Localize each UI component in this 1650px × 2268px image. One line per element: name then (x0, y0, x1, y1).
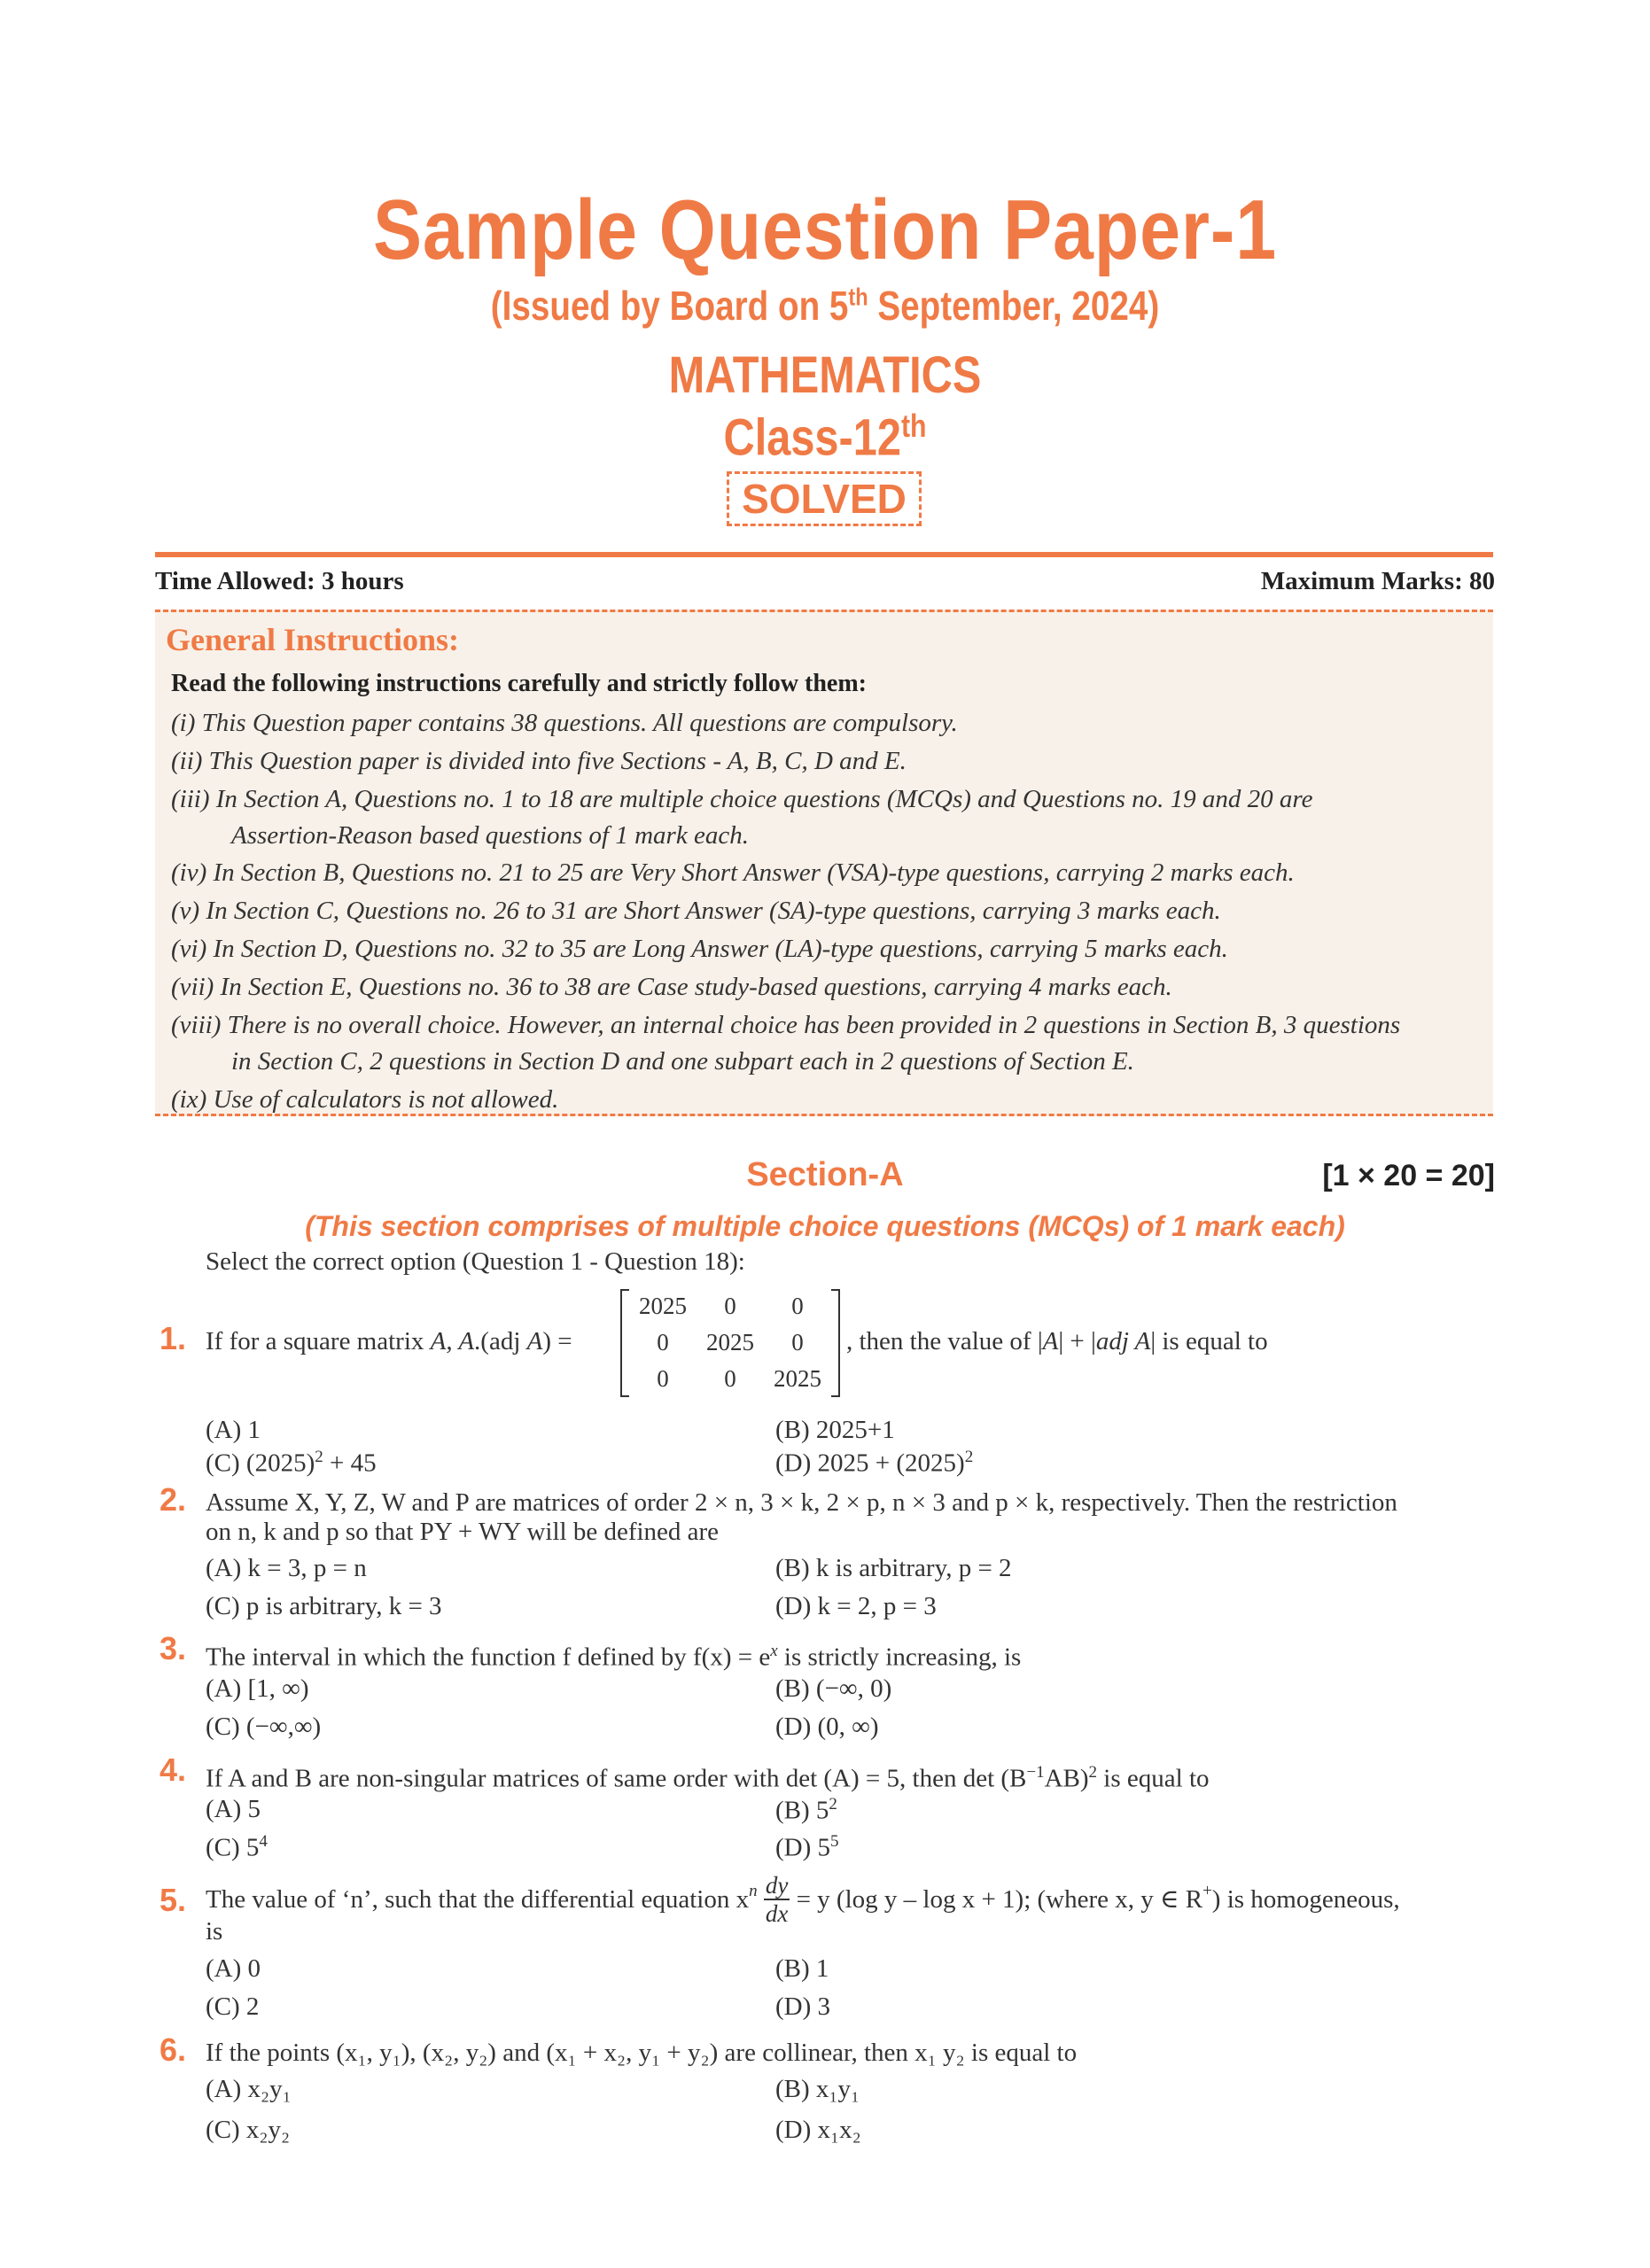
solved-badge: SOLVED (727, 471, 922, 526)
section-marks: [1 × 20 = 20] (1322, 1159, 1495, 1192)
option-b: (B) $5^2$ (775, 1795, 837, 1825)
fraction-dy-dx: $\frac{dy}{dx}$ (765, 1872, 789, 1927)
matrix-cell: 0 (657, 1329, 669, 1355)
instructions-heading: General Instructions: (166, 622, 459, 657)
header-divider (155, 552, 1493, 557)
option-b: (B) (−∞, 0) (775, 1674, 892, 1703)
instruction-item-continued: in Section C, 2 questions in Section D and one subpart each in 2 questions of Section E. (231, 1047, 1134, 1076)
subject-title: MATHEMATICS (668, 346, 982, 404)
general-instructions-box (155, 610, 1493, 1116)
instruction-item: (iv) In Section B, Questions no. 21 to 25 are Very Short Answer (VSA)-type questions, carrying 2 marks each. (171, 858, 1295, 887)
option-a: (A) 0 (206, 1954, 261, 1983)
question-text: If A and B are non-singular matrices of same order with det (A) = 5, then $\det (B^{-1}AB)^2$ is equal to (206, 1763, 1210, 1793)
instruction-item: (viii) There is no overall choice. However, an internal choice has been provided in 2 questions in Section B, 3 questions (171, 1011, 1401, 1039)
option-c: (C) p is arbitrary, k = 3 (206, 1592, 442, 1620)
instruction-item: (v) In Section C, Questions no. 26 to 31 are Short Answer (SA)-type questions, carrying 3 marks each. (171, 897, 1221, 925)
instruction-item: (iii) In Section A, Questions no. 1 to 18 are multiple choice questions (MCQs) and Questions no. 19 and 20 are (171, 785, 1313, 813)
instruction-item: (i) This Question paper contains 38 questions. All questions are compulsory. (171, 709, 958, 737)
option-a: (A) k = 3, p = n (206, 1554, 367, 1582)
option-d: (D) $2025 + (2025)^2$ (775, 1448, 974, 1478)
matrix-cell: 2025 (639, 1293, 687, 1319)
option-c: (C) x₂y₂ (206, 2116, 291, 2144)
matrix-cell: 0 (657, 1365, 669, 1392)
maximum-marks: Maximum Marks: 80 (1260, 567, 1495, 595)
option-a: (A) 5 (206, 1795, 261, 1823)
issued-date: (Issued by Board on 5th September, 2024) (490, 283, 1160, 329)
question-number: 1. (160, 1320, 187, 1356)
question-text-tail: , then the value of |A| + |adj A| is equal to (846, 1327, 1268, 1355)
option-b: (B) 1 (775, 1954, 829, 1983)
option-c: (C) (−∞,∞) (206, 1713, 322, 1741)
select-instruction: Select the correct option (Question 1 - Question 18): (206, 1247, 745, 1276)
option-a: (A) [1, ∞) (206, 1674, 309, 1703)
option-b: (B) x₁y₁ (775, 2075, 860, 2103)
instruction-item: (vii) In Section E, Questions no. 36 to 38 are Case study-based questions, carrying 4 marks each. (171, 973, 1172, 1001)
option-b: (B) k is arbitrary, p = 2 (775, 1554, 1012, 1582)
instruction-item: (ii) This Question paper is divided into five Sections - A, B, C, D and E. (171, 747, 907, 775)
question-text: The value of ‘n’, such that the differential equation $x^n$ $\frac{dy}{dx}$ = y (log y – log x + 1); (where x, y ∈ R+) is homogeneous, (206, 1872, 1400, 1927)
matrix-cell: 2025 (774, 1365, 821, 1392)
matrix-cell: 0 (724, 1293, 736, 1319)
instruction-item: (vi) In Section D, Questions no. 32 to 35 are Long Answer (LA)-type questions, carrying 5 marks each. (171, 935, 1228, 963)
section-subtitle: (This section comprises of multiple choice questions (MCQs) of 1 mark each) (305, 1210, 1345, 1242)
option-b: (B) 2025+1 (775, 1416, 895, 1444)
paper-title: Sample Question Paper-1 (373, 183, 1277, 277)
matrix-cell: 0 (791, 1329, 804, 1355)
matrix (620, 1289, 840, 1397)
question-number: 2. (160, 1481, 187, 1518)
instructions-lead: Read the following instructions carefully and strictly follow them: (171, 670, 867, 697)
question-text-continued: on n, k and p so that PY + WY will be defined are (206, 1518, 720, 1546)
option-a: (A) x₂y₁ (206, 2075, 292, 2103)
option-d: (D) x₁x₂ (775, 2116, 861, 2144)
question-number: 4. (160, 1751, 187, 1788)
option-d: (D) (0, ∞) (775, 1713, 879, 1741)
option-d: (D) 3 (775, 1992, 831, 2021)
question-text-continued: is (206, 1917, 223, 1946)
matrix-cell: 0 (724, 1365, 736, 1392)
class-title: Class-12th (723, 408, 927, 467)
question-text: If the points (x₁, y₁), (x₂, y₂) and (x₁ + x₂, y₁ + y₂) are collinear, then x₁ y₂ is equal to (206, 2039, 1078, 2067)
question-number: 5. (160, 1882, 187, 1918)
matrix-cell: 0 (791, 1293, 804, 1319)
option-c: (C) $5^4$ (206, 1832, 268, 1862)
instruction-item: (ix) Use of calculators is not allowed. (171, 1085, 559, 1114)
option-d: (D) $5^5$ (775, 1832, 839, 1862)
section-title: Section-A (746, 1156, 904, 1193)
option-c: (C) $(2025)^2 + 45$ (206, 1448, 377, 1478)
question-text: Assume X, Y, Z, W and P are matrices of order 2 × n, 3 × k, 2 × p, n × 3 and p × k, respectively. Then the restriction (206, 1488, 1397, 1517)
question-number: 3. (160, 1630, 187, 1666)
matrix-cell: 2025 (706, 1329, 754, 1355)
question-text: The interval in which the function f defined by $f(x) = e^x$ is strictly increasing, is (206, 1642, 1022, 1672)
instruction-item-continued: Assertion-Reason based questions of 1 mark each. (231, 821, 749, 850)
option-d: (D) k = 2, p = 3 (775, 1592, 937, 1620)
question-number: 6. (160, 2031, 187, 2068)
option-c: (C) 2 (206, 1992, 260, 2021)
option-a: (A) 1 (206, 1416, 261, 1444)
question-text: If for a square matrix A, A.(adj A) = (206, 1327, 572, 1355)
time-allowed: Time Allowed: 3 hours (155, 567, 404, 595)
